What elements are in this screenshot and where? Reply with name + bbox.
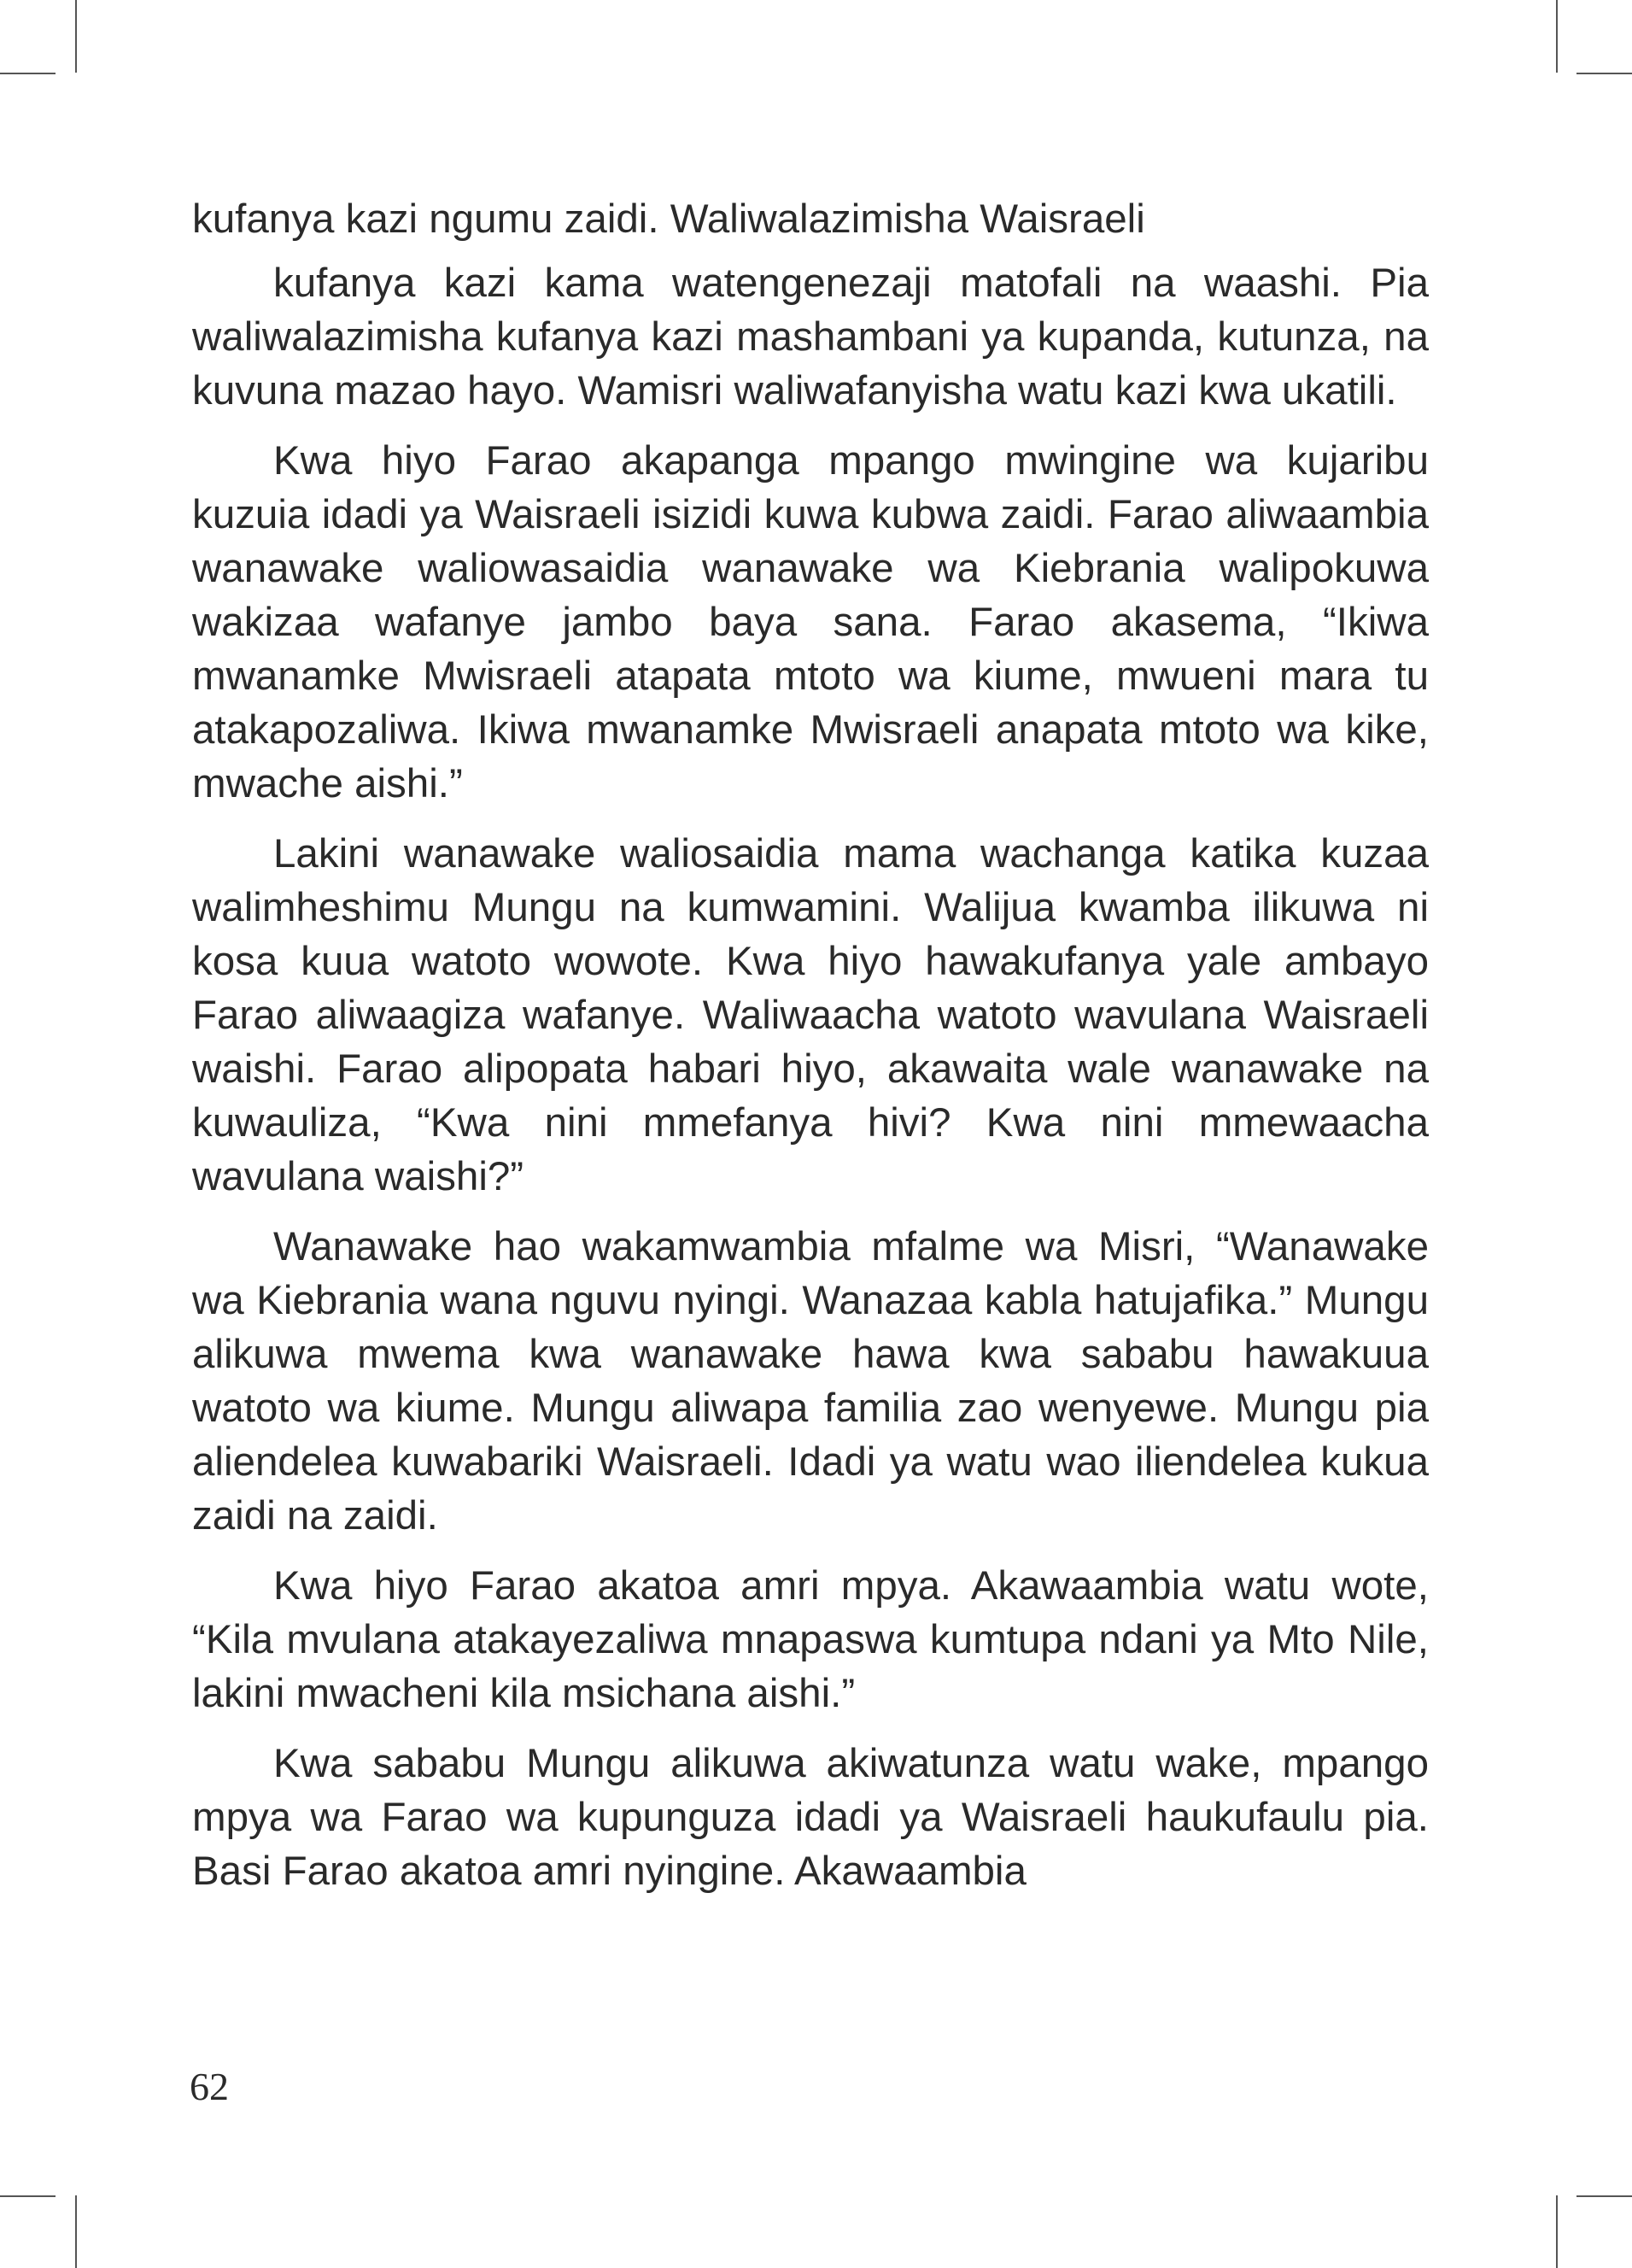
paragraph: Lakini wanawake waliosaidia mama wachanga katika kuzaa walimheshimu Mungu na kumwamini. Walijua kwamba ilikuwa ni kosa kuua watoto wowote. Kwa hiyo hawakufanya yale ambayo Farao aliwaagiza wafanye. Waliwaacha watoto wavulana Waisraeli waishi. Farao alipopata habari hiyo, akawaita wale wanawake na kuwauliza, “Kwa nini mmefanya hivi? Kwa nini mmewaacha wavulana waishi?” — [192, 831, 1429, 1199]
paragraph: Kwa hiyo Farao akatoa amri mpya. Akawaambia watu wote, “Kila mvulana atakayezaliwa mnapaswa kumtupa ndani ya Mto Nile, lakini mwacheni kila msichana aishi.” — [192, 1563, 1429, 1716]
crop-mark-bottom-right-horizontal — [1576, 2195, 1632, 2197]
crop-mark-top-right-vertical — [1556, 0, 1558, 73]
crop-mark-bottom-left-horizontal — [0, 2195, 56, 2197]
page-number: 62 — [190, 2065, 229, 2108]
paragraph: Kwa hiyo Farao akapanga mpango mwingine wa kujaribu kuzuia idadi ya Waisraeli isizidi kuwa kubwa zaidi. Farao aliwaambia wanawake waliowasaidia wanawake wa Kiebrania walipokuwa wakizaa wafanye jambo baya sana. Farao akasema, “Ikiwa mwanamke Mwisraeli atapata mtoto wa kiume, mwueni mara tu atakapozaliwa. Ikiwa mwanamke Mwisraeli anapata mtoto wa kike, mwache aishi.” — [192, 438, 1429, 806]
crop-mark-top-left-vertical — [75, 0, 77, 73]
crop-mark-top-left-horizontal — [0, 73, 56, 74]
paragraph: kufanya kazi kama watengenezaji matofali na waashi. Pia waliwalazimisha kufanya kazi mashambani ya kupanda, kutunza, na kuvuna mazao hayo. Wamisri waliwafanyisha watu kazi kwa ukatili. — [192, 261, 1429, 413]
paragraph: Kwa sababu Mungu alikuwa akiwatunza watu wake, mpango mpya wa Farao wa kupunguza idadi ya Waisraeli haukufaulu pia. Basi Farao akatoa amri nyingine. Akawaambia — [192, 1741, 1429, 1894]
crop-mark-bottom-left-vertical — [75, 2195, 77, 2268]
crop-mark-top-right-horizontal — [1576, 73, 1632, 74]
crop-mark-bottom-right-vertical — [1556, 2195, 1558, 2268]
paragraph: Wanawake hao wakamwambia mfalme wa Misri, “Wanawake wa Kiebrania wana nguvu nyingi. Wanazaa kabla hatujafika.” Mungu alikuwa mwema kwa wanawake hawa kwa sababu hawakuua watoto wa kiume. Mungu aliwapa familia zao wenyewe. Mungu pia aliendelea kuwabariki Waisraeli. Idadi ya watu wao iliendelea kukua zaidi na zaidi. — [192, 1224, 1429, 1538]
body-text — [192, 192, 1429, 1914]
continued-line: kufanya kazi ngumu zaidi. Waliwalazimisha Waisraeli — [192, 196, 1145, 242]
